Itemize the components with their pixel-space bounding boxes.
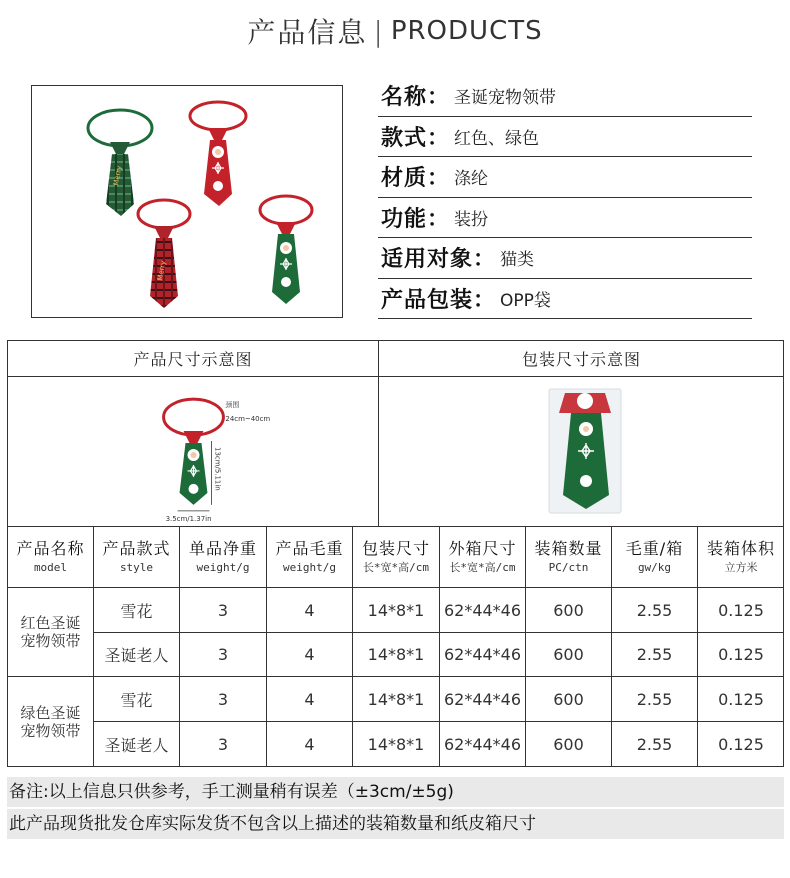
th-cn: 外箱尺寸 <box>448 539 517 558</box>
svg-text:Merry: Merry <box>112 165 124 187</box>
notes <box>7 777 784 839</box>
spec-row-package <box>378 279 752 320</box>
th-package-size <box>353 527 440 588</box>
th-en: 立方米 <box>724 561 758 574</box>
th-cn: 产品毛重 <box>275 539 344 558</box>
table-cell: 4 <box>267 722 353 767</box>
svg-text:Merry: Merry <box>156 260 168 282</box>
spec-key: 适用对象： <box>381 247 497 273</box>
th-qty <box>526 527 612 588</box>
table-cell: 62*44*46 <box>440 588 526 633</box>
th-cn: 装箱数量 <box>534 539 603 558</box>
th-cn: 装箱体积 <box>706 539 775 558</box>
table-cell: 62*44*46 <box>440 722 526 767</box>
spec-value: 装扮 <box>454 209 489 230</box>
tie-red-plaid <box>138 200 190 308</box>
note-shipping: 此产品现货批发仓库实际发货不包含以上描述的装箱数量和纸皮箱尺寸 <box>7 809 784 839</box>
th-en: gw/kg <box>637 561 672 574</box>
table-cell: 4 <box>267 633 353 677</box>
table-cell: 600 <box>526 677 612 722</box>
tie-red-santa <box>190 102 246 206</box>
neck-range: 24cm~40cm <box>225 414 271 423</box>
th-gross-weight <box>267 527 353 588</box>
spec-value: 猫类 <box>500 250 535 271</box>
group-name-red <box>8 588 94 677</box>
group-name-text: 绿色圣诞宠物领带 <box>20 704 81 740</box>
group-name-green <box>8 677 94 767</box>
table-cell: 0.125 <box>718 735 764 754</box>
table-cell: 3 <box>180 677 267 722</box>
th-cn: 产品款式 <box>102 539 171 558</box>
length-label: 13cm/5.11in <box>213 446 222 491</box>
table-cell: 14*8*1 <box>353 677 440 722</box>
th-carton-size <box>440 527 526 588</box>
table-cell: 0.125 <box>698 633 784 677</box>
th-cn: 包装尺寸 <box>361 539 430 558</box>
product-size-diagram <box>8 377 379 527</box>
spec-key: 名称： <box>381 85 451 111</box>
ties-illustration <box>32 86 343 318</box>
table-cell: 4 <box>267 588 353 633</box>
neck-label: 颈围 <box>225 400 240 409</box>
spec-row-target <box>378 238 752 279</box>
info-grid <box>7 340 784 767</box>
th-style <box>94 527 180 588</box>
th-en: PC/ctn <box>548 561 589 574</box>
spec-key: 功能： <box>381 206 451 232</box>
th-carton-weight <box>612 527 698 588</box>
spec-row-name <box>378 76 752 117</box>
note-disclaimer: 备注:以上信息只供参考，手工测量稍有误差（±3cm/±5g) <box>7 777 784 807</box>
table-cell: 0.125 <box>698 588 784 633</box>
table-cell: 14*8*1 <box>353 588 440 633</box>
table-cell: 3 <box>180 633 267 677</box>
th-model <box>8 527 94 588</box>
header-title-cn: 产品信息 <box>247 16 368 49</box>
page-header <box>0 10 790 52</box>
product-size-svg <box>8 377 378 527</box>
table-cell: 圣诞老人 <box>94 722 180 767</box>
table-cell: 62*44*46 <box>440 633 526 677</box>
spec-value: 涤纶 <box>454 169 489 190</box>
spec-key: 产品包装： <box>381 287 497 313</box>
th-en: 长*宽*高/cm <box>362 561 430 574</box>
th-en: 长*宽*高/cm <box>449 561 516 574</box>
table-cell: 3 <box>180 588 267 633</box>
table-cell: 600 <box>526 722 612 767</box>
tie-green-plaid <box>88 110 152 216</box>
spec-list <box>378 76 752 319</box>
spec-value: 红色、绿色 <box>454 128 540 149</box>
tie-green-santa <box>260 196 312 304</box>
th-en: model <box>33 561 68 574</box>
table-cell: 2.55 <box>612 722 698 767</box>
table-cell: 62*44*46 <box>440 677 526 722</box>
table-cell: 600 <box>526 633 612 677</box>
table-cell: 雪花 <box>94 677 180 722</box>
th-cn: 单品净重 <box>188 539 257 558</box>
table-cell: 2.55 <box>612 677 698 722</box>
package-size-svg <box>379 377 784 527</box>
product-size-title: 产品尺寸示意图 <box>8 341 379 377</box>
package-size-title: 包装尺寸示意图 <box>379 341 784 377</box>
th-en: weight/g <box>283 561 336 574</box>
spec-value: 圣诞宠物领带 <box>454 88 557 109</box>
table-cell: 600 <box>526 588 612 633</box>
spec-row-style <box>378 117 752 158</box>
th-en: weight/g <box>196 561 250 574</box>
group-name-text: 红色圣诞宠物领带 <box>20 614 81 650</box>
th-cn: 产品名称 <box>16 539 85 558</box>
product-photo <box>31 85 343 318</box>
spec-key: 材质： <box>381 166 451 192</box>
table-cell: 4 <box>267 677 353 722</box>
table-cell: 圣诞老人 <box>94 633 180 677</box>
table-cell: 0.125 <box>698 677 784 722</box>
th-net-weight <box>180 527 267 588</box>
width-label: 3.5cm/1.37in <box>165 514 212 523</box>
table-cell: 3 <box>180 722 267 767</box>
th-en: style <box>119 561 154 574</box>
table-cell: 2.55 <box>612 633 698 677</box>
header-separator: | <box>373 14 385 48</box>
spec-value: OPP袋 <box>500 290 551 311</box>
table-cell: 14*8*1 <box>353 633 440 677</box>
th-cn: 毛重/箱 <box>625 539 684 558</box>
spec-row-function <box>378 198 752 239</box>
header-title-en: PRODUCTS <box>390 16 543 46</box>
spec-key: 款式： <box>381 125 451 151</box>
table-cell: 14*8*1 <box>353 722 440 767</box>
package-size-diagram <box>379 377 784 527</box>
spec-row-material <box>378 157 752 198</box>
table-cell: 2.55 <box>612 588 698 633</box>
th-volume <box>698 527 784 588</box>
table-cell: 雪花 <box>94 588 180 633</box>
